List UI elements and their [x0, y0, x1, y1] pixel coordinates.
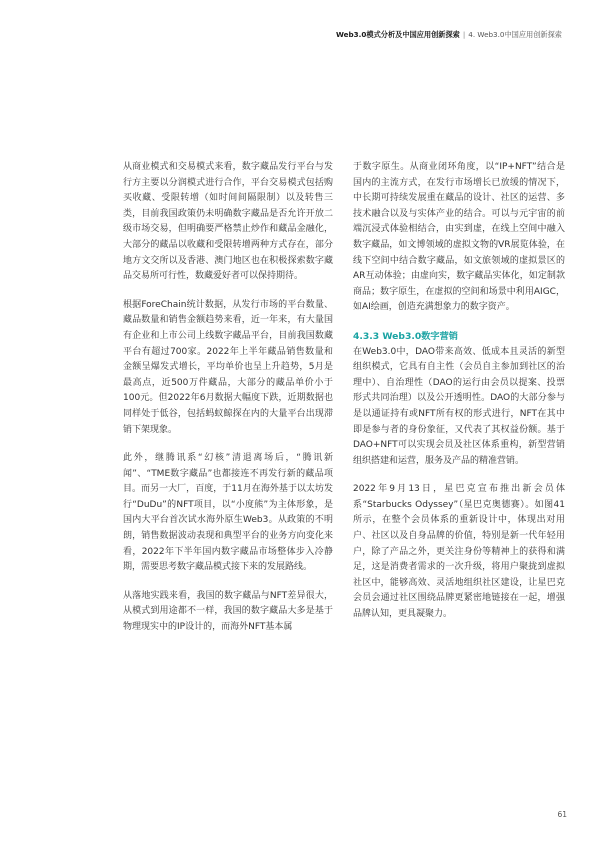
body-paragraph: 在Web3.0中，DAO带来高效、低成本且灵活的新型组织模式，它具有自主性（会员自主参加到社区的治理中）、自治理性（DAO的运行由会员以提案、投票形式共同治理）以及公开透明性。DAO的大部分参与是以通证持有或NFT所有权的形式进行，NFT在其中即是参与者的身份象征，又代表了其权益份额。基于DAO+NFT可以实现会员及社区体系重构，新型营销组织搭建和运营，服务及产品的精准营销。 — [353, 346, 565, 466]
section-heading: 4.3.3 Web3.0数字营销 — [353, 330, 458, 342]
header-section-title: 4. Web3.0中国应用创新探索 — [468, 30, 562, 39]
body-paragraph: 此外，继腾讯系“幻核”清退离场后，“腾讯新闻”、“TME数字藏品”也都接连不再发行新的藏品项目。而另一大厂，百度，于11月在海外基于以太坊发行“DuDu”的NFT项目，以“小度熊”为主体形象，是国内大平台首次试水海外原生Web3。从政策的不明朗，销售数据波动表现和典型平台的业务方向变化来看，2022年下半年国内数字藏品市场整体步入冷静期，需要思考数字藏品模式接下来的发展路线。 — [123, 453, 333, 573]
body-paragraph: 2022年9月13日，星巴克宣布推出新会员体系“Starbucks Odyssey”（星巴克奥德赛）。如图41所示，在整个会员体系的重新设计中，体现出对用户、社区以及自身品牌的价值，特别是新一代年轻用户，除了产品之外，更关注身份等精神上的获得和满足，这是消费者需求的一次升级，将用户聚拢到虚拟社区中，能够高效、灵活地组织社区建设，让星巴克会员会通过社区围绕品牌更紧密地链接在一起，增强品牌认知，更具凝聚力。 — [353, 484, 565, 620]
header-separator: | — [462, 30, 466, 39]
page-number: 61 — [557, 810, 567, 819]
header-document-title: Web3.0模式分析及中国应用创新探索 — [335, 30, 460, 39]
body-paragraph: 从落地实践来看，我国的数字藏品与NFT差异很大，从模式到用途都不一样，我国的数字藏品大多是基于物理现实中的IP设计的，而海外NFT基本属 — [123, 590, 333, 633]
right-text-column — [353, 160, 565, 636]
left-text-column — [123, 160, 333, 649]
body-paragraph: 根据ForeChain统计数据，从发行市场的平台数量、藏品数量和销售金额趋势来看，近一年来，有大量国有企业和上市公司上线数字藏品平台，目前我国数藏平台有超过700家。2022年上半年藏品销售数量和金额呈爆发式增长，平均单价也呈上升趋势，5月是最高点，近500万件藏品，大部分的藏品单价小于100元。但2022年6月数据大幅度下跌，近期数据也同样处于低谷，包括蚂蚁鲸探在内的大量平台出现滞销下架现象。 — [123, 299, 333, 435]
body-paragraph: 从商业模式和交易模式来看，数字藏品发行平台与发行方主要以分润模式进行合作，平台交易模式包括购买收藏、受限转增（如时间间隔限制）以及转售三类，目前我国政策仍未明确数字藏品是否允许开放二级市场交易，但明确要严格禁止炒作和藏品金融化，大部分的藏品以收藏和受限转增两种方式存在，部分地方文交所以及香港、澳门地区也在积极探索数字藏品交易所可行性，数藏爱好者可以保持期待。 — [123, 162, 333, 282]
body-paragraph: 于数字原生。从商业闭环角度，以“IP+NFT”结合是国内的主流方式，在发行市场增长已放缓的情况下，中长期可持续发展重在藏品的设计、社区的运营、多技术融合以及与实体产业的结合。可以与元宇宙的前端沉浸式体验相结合，由实到虚，在线上空间中融入数字藏品，如文博领域的虚拟文物的VR展览体验，在线下空间中结合数字藏品，如文旅领域的虚拟景区的AR互动体验；由虚向实，数字藏品实体化，如定制款商品；数字原生，在虚拟的空间和场景中利用AIGC，如AI绘画，创造充满想象力的数字资产。 — [353, 162, 565, 313]
running-header — [336, 30, 562, 40]
